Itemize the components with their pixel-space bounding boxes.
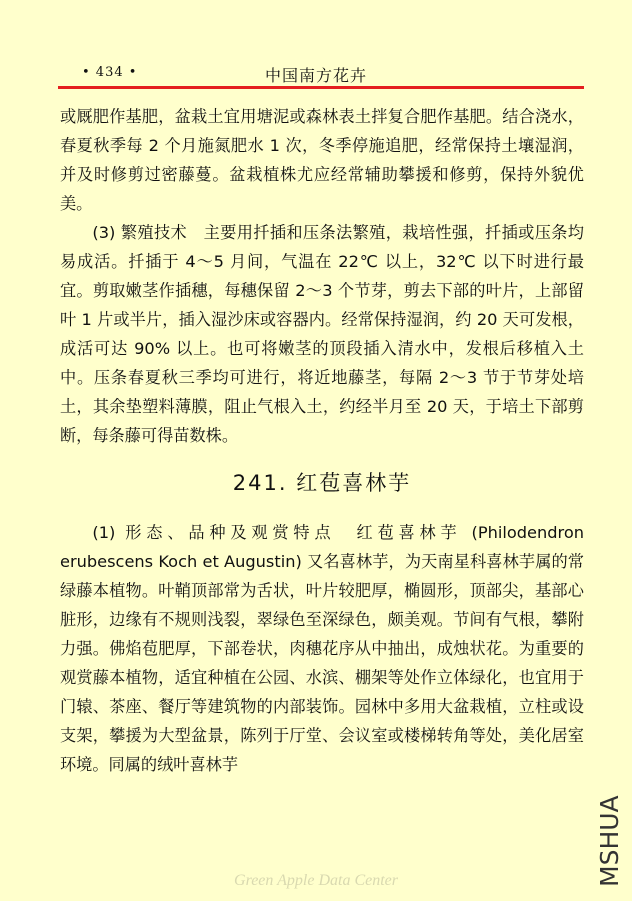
section-heading: 241. 红苞喜林芋 — [232, 471, 412, 495]
side-watermark — [588, 787, 628, 887]
page-body — [60, 102, 584, 779]
paragraph-fertilizing: 或厩肥作基肥，盆栽土宜用塘泥或森林表土拌复合肥作基肥。结合浇水，春夏秋季每 2 个月施氮肥水 1 次，冬季停施追肥，经常保持土壤湿润，并及时修剪过密藤蔓。盆栽植株尤应经常辅助攀援和修剪，保持外貌优美。 — [60, 107, 584, 213]
header-rule — [58, 86, 584, 89]
footer-watermark: Green Apple Data Center — [234, 872, 398, 889]
side-watermark-text: MSHUA — [595, 795, 624, 887]
paragraph-morphology: (1) 形态、品种及观赏特点 红苞喜林芋 (Philodendron erubescens Koch et Augustin) 又名喜林芋，为天南星科喜林芋属的常绿藤本植物。叶鞘顶部常为舌状，叶片较肥厚，椭圆形，顶部尖，基部心脏形，边缘有不规则浅裂，翠绿色至深绿色，颇美观。节间有气根，攀附力强。佛焰苞肥厚，下部卷状，肉穗花序从中抽出，成烛状花。为重要的观赏藤本植物，适宜种植在公园、水滨、棚架等处作立体绿化，也宜用于门辕、茶座、餐厅等建筑物的内部装饰。园林中多用大盆栽植，立柱或设支架，攀援为大型盆景，陈列于厅堂、会议室或楼梯转角等处，美化居室环境。同属的绒叶喜林芋 — [60, 523, 584, 774]
running-title: 中国南方花卉 — [265, 66, 368, 85]
paragraph-propagation: (3) 繁殖技术 主要用扦插和压条法繁殖，栽培性强，扦插或压条均易成活。扦插于 4～5 月间，气温在 22℃ 以上，32℃ 以下时进行最宜。剪取嫩茎作插穗，每穗保留 2～3 个节芽，剪去下部的叶片，上部留叶 1 片或半片，插入湿沙床或容器内。经常保持湿润，约 20 天可发根，成活可达 90% 以上。也可将嫩茎的顶段插入清水中，发根后移植入土中。压条春夏秋三季均可进行，将近地藤茎，每隔 2～3 节于节芽处培土，其余垫塑料薄膜，阻止气根入土，约经半月至 20 天，于培土下部剪断，每条藤可得苗数株。 — [60, 223, 584, 445]
page-number: • 434 • — [82, 65, 138, 80]
page-header — [60, 62, 580, 84]
